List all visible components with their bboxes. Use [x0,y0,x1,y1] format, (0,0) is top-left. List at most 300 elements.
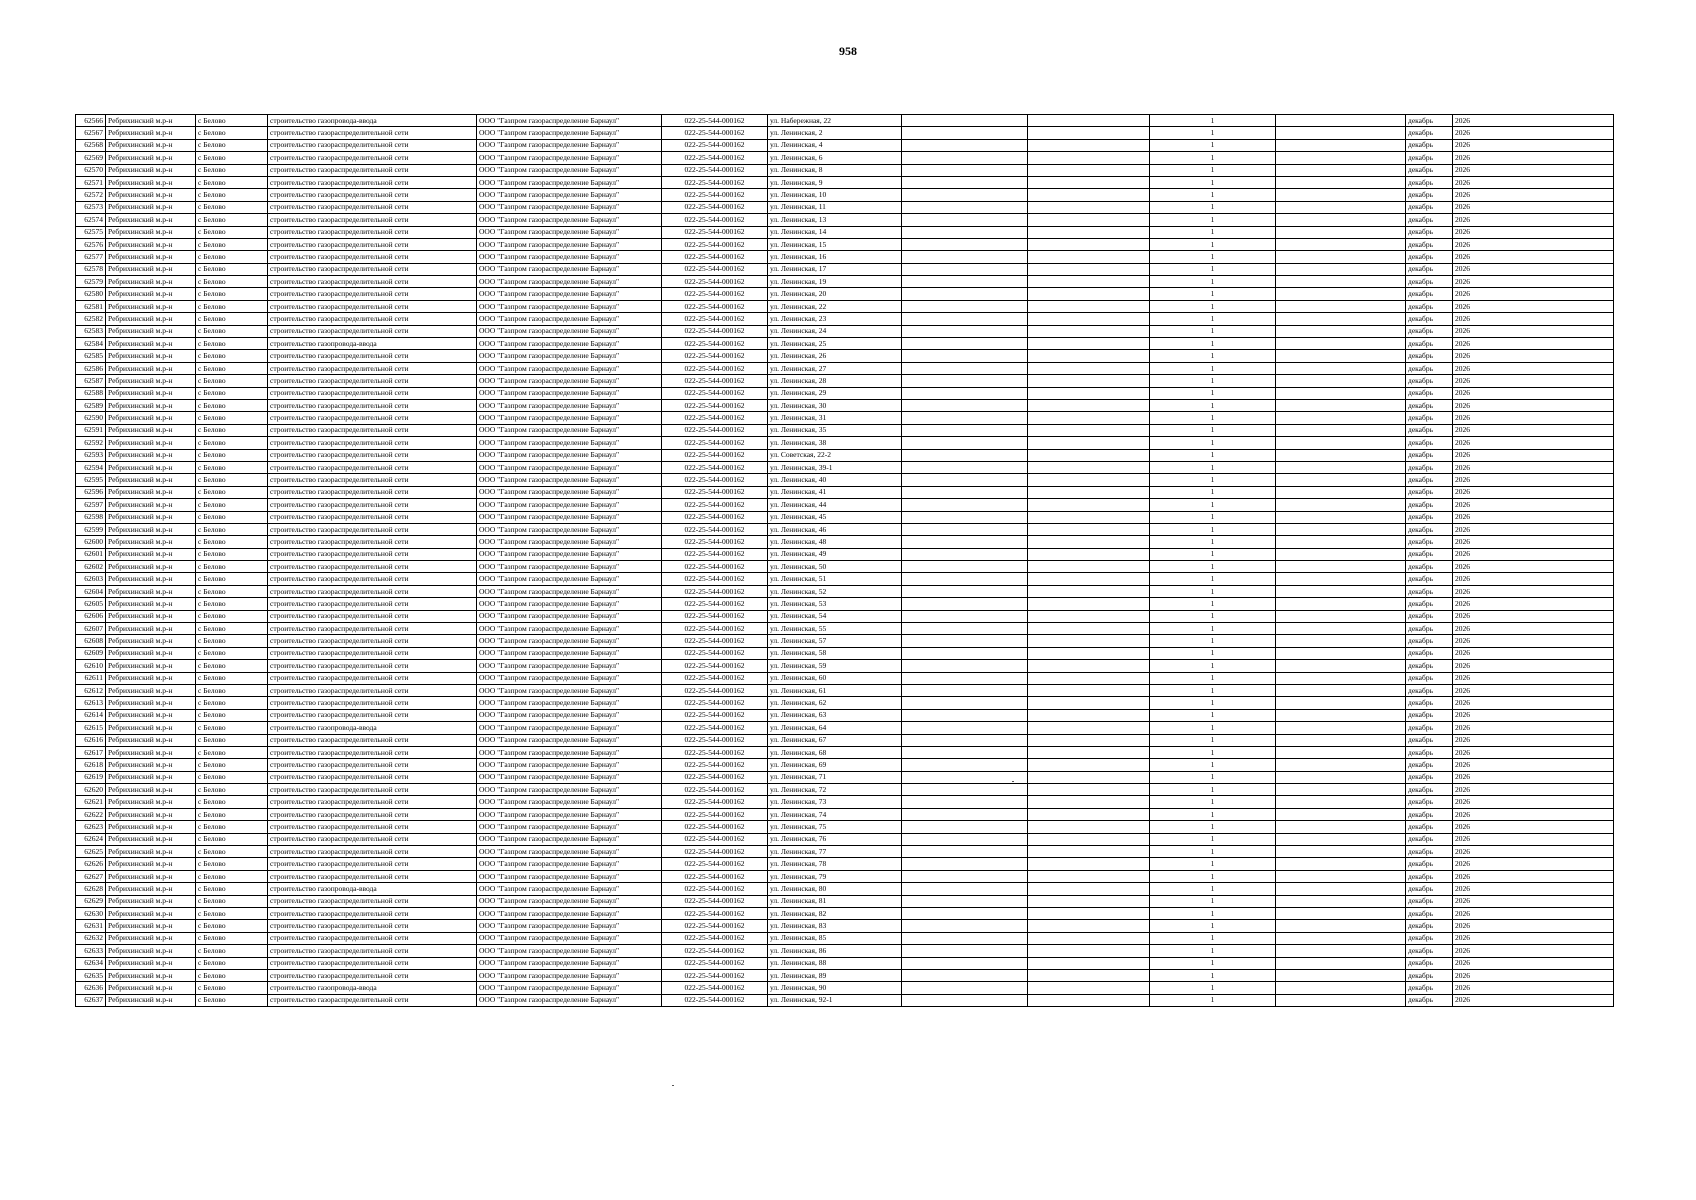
quantity-cell: 1 [1150,350,1276,362]
empty-cell [902,300,1028,312]
month-cell: декабрь [1406,945,1453,957]
table-row [76,238,1614,250]
document-number-cell: 022-25-544-000162 [662,115,768,127]
quantity-cell: 1 [1150,523,1276,535]
table-row [76,412,1614,424]
quantity-cell: 1 [1150,771,1276,783]
empty-cell [902,201,1028,213]
month-cell: декабрь [1406,548,1453,560]
empty-cell [1028,214,1150,226]
row-number: 62623 [76,821,106,833]
quantity-cell: 1 [1150,870,1276,882]
address-cell: ул. Ленинская, 89 [768,969,902,981]
work-type-cell: строительство газораспределительной сети [268,412,477,424]
row-number: 62567 [76,127,106,139]
empty-cell [1028,697,1150,709]
organization-cell: ООО "Газпром газораспределение Барнаул" [477,796,662,808]
table-row [76,226,1614,238]
address-cell: ул. Советская, 22-2 [768,449,902,461]
quantity-cell: 1 [1150,238,1276,250]
address-cell: ул. Ленинская, 54 [768,610,902,622]
month-cell: декабрь [1406,858,1453,870]
district-cell: Ребрихинский м.р-н [106,300,196,312]
year-cell: 2026 [1453,833,1614,845]
table-row [76,263,1614,275]
empty-cell [902,399,1028,411]
quantity-cell: 1 [1150,833,1276,845]
address-cell: ул. Ленинская, 35 [768,424,902,436]
address-cell: ул. Ленинская, 28 [768,375,902,387]
address-cell: ул. Ленинская, 92-1 [768,994,902,1006]
address-cell: ул. Ленинская, 46 [768,523,902,535]
document-number-cell: 022-25-544-000162 [662,697,768,709]
organization-cell: ООО "Газпром газораспределение Барнаул" [477,585,662,597]
organization-cell: ООО "Газпром газораспределение Барнаул" [477,325,662,337]
year-cell: 2026 [1453,647,1614,659]
year-cell: 2026 [1453,821,1614,833]
month-cell: декабрь [1406,796,1453,808]
district-cell: Ребрихинский м.р-н [106,598,196,610]
settlement-cell: с Белово [196,238,268,250]
month-cell: декабрь [1406,251,1453,263]
month-cell: декабрь [1406,846,1453,858]
table-row [76,647,1614,659]
address-cell: ул. Ленинская, 44 [768,499,902,511]
document-number-cell: 022-25-544-000162 [662,375,768,387]
table-row [76,474,1614,486]
table-row [76,399,1614,411]
organization-cell: ООО "Газпром газораспределение Барнаул" [477,771,662,783]
quantity-cell: 1 [1150,449,1276,461]
address-cell: ул. Ленинская, 31 [768,412,902,424]
empty-cell [1028,523,1150,535]
document-number-cell: 022-25-544-000162 [662,511,768,523]
district-cell: Ребрихинский м.р-н [106,412,196,424]
document-number-cell: 022-25-544-000162 [662,883,768,895]
quantity-cell: 1 [1150,932,1276,944]
work-type-cell: строительство газораспределительной сети [268,201,477,213]
empty-cell [1028,722,1150,734]
quantity-cell: 1 [1150,127,1276,139]
empty-cell [902,647,1028,659]
empty-cell [1276,548,1406,560]
organization-cell: ООО "Газпром газораспределение Барнаул" [477,362,662,374]
quantity-cell: 1 [1150,846,1276,858]
settlement-cell: с Белово [196,201,268,213]
table-row [76,561,1614,573]
empty-cell [1028,251,1150,263]
document-number-cell: 022-25-544-000162 [662,548,768,560]
table-row [76,709,1614,721]
address-cell: ул. Ленинская, 23 [768,313,902,325]
row-number: 62577 [76,251,106,263]
month-cell: декабрь [1406,585,1453,597]
quantity-cell: 1 [1150,684,1276,696]
settlement-cell: с Белово [196,152,268,164]
document-number-cell: 022-25-544-000162 [662,300,768,312]
address-cell: ул. Ленинская, 41 [768,486,902,498]
empty-cell [1028,362,1150,374]
row-number: 62618 [76,759,106,771]
table-row [76,808,1614,820]
work-type-cell: строительство газораспределительной сети [268,870,477,882]
year-cell: 2026 [1453,982,1614,994]
district-cell: Ребрихинский м.р-н [106,759,196,771]
empty-cell [1276,313,1406,325]
organization-cell: ООО "Газпром газораспределение Барнаул" [477,610,662,622]
document-number-cell: 022-25-544-000162 [662,486,768,498]
empty-cell [902,598,1028,610]
empty-cell [1028,920,1150,932]
empty-cell [1028,276,1150,288]
empty-cell [1276,635,1406,647]
work-type-cell: строительство газораспределительной сети [268,362,477,374]
organization-cell: ООО "Газпром газораспределение Барнаул" [477,561,662,573]
empty-cell [902,697,1028,709]
work-type-cell: строительство газораспределительной сети [268,672,477,684]
empty-cell [1028,226,1150,238]
district-cell: Ребрихинский м.р-н [106,771,196,783]
empty-cell [1276,672,1406,684]
month-cell: декабрь [1406,412,1453,424]
work-type-cell: строительство газораспределительной сети [268,263,477,275]
document-number-cell: 022-25-544-000162 [662,808,768,820]
table-row [76,338,1614,350]
year-cell: 2026 [1453,908,1614,920]
month-cell: декабрь [1406,697,1453,709]
month-cell: декабрь [1406,499,1453,511]
empty-cell [1276,759,1406,771]
document-number-cell: 022-25-544-000162 [662,449,768,461]
empty-cell [902,932,1028,944]
address-cell: ул. Ленинская, 2 [768,127,902,139]
settlement-cell: с Белово [196,969,268,981]
empty-cell [1276,821,1406,833]
table-row [76,449,1614,461]
district-cell: Ребрихинский м.р-н [106,858,196,870]
empty-cell [1276,808,1406,820]
organization-cell: ООО "Газпром газораспределение Барнаул" [477,523,662,535]
quantity-cell: 1 [1150,325,1276,337]
empty-cell [1276,164,1406,176]
row-number: 62594 [76,461,106,473]
table-row [76,313,1614,325]
empty-cell [1276,152,1406,164]
district-cell: Ребрихинский м.р-н [106,833,196,845]
work-type-cell: строительство газопровода-ввода [268,982,477,994]
document-number-cell: 022-25-544-000162 [662,684,768,696]
month-cell: декабрь [1406,474,1453,486]
empty-cell [1276,238,1406,250]
table-row [76,536,1614,548]
empty-cell [1028,932,1150,944]
year-cell: 2026 [1453,697,1614,709]
empty-cell [1276,771,1406,783]
year-cell: 2026 [1453,969,1614,981]
work-type-cell: строительство газораспределительной сети [268,945,477,957]
empty-cell [1028,474,1150,486]
table-row [76,276,1614,288]
address-cell: ул. Ленинская, 14 [768,226,902,238]
work-type-cell: строительство газораспределительной сети [268,375,477,387]
quantity-cell: 1 [1150,561,1276,573]
address-cell: ул. Ленинская, 22 [768,300,902,312]
empty-cell [902,362,1028,374]
row-number: 62621 [76,796,106,808]
work-type-cell: строительство газораспределительной сети [268,474,477,486]
empty-cell [902,870,1028,882]
district-cell: Ребрихинский м.р-н [106,424,196,436]
district-cell: Ребрихинский м.р-н [106,883,196,895]
document-number-cell: 022-25-544-000162 [662,672,768,684]
month-cell: декабрь [1406,263,1453,275]
empty-cell [1276,449,1406,461]
document-number-cell: 022-25-544-000162 [662,201,768,213]
settlement-cell: с Белово [196,536,268,548]
district-cell: Ребрихинский м.р-н [106,387,196,399]
district-cell: Ребрихинский м.р-н [106,325,196,337]
address-cell: ул. Ленинская, 11 [768,201,902,213]
empty-cell [1276,561,1406,573]
organization-cell: ООО "Газпром газораспределение Барнаул" [477,350,662,362]
address-cell: ул. Ленинская, 72 [768,784,902,796]
empty-cell [1276,288,1406,300]
document-number-cell: 022-25-544-000162 [662,796,768,808]
table-row [76,139,1614,151]
empty-cell [902,189,1028,201]
empty-cell [1028,573,1150,585]
quantity-cell: 1 [1150,969,1276,981]
address-cell: ул. Ленинская, 25 [768,338,902,350]
document-number-cell: 022-25-544-000162 [662,846,768,858]
quantity-cell: 1 [1150,288,1276,300]
settlement-cell: с Белово [196,362,268,374]
empty-cell [1276,139,1406,151]
month-cell: декабрь [1406,214,1453,226]
empty-cell [1028,635,1150,647]
district-cell: Ребрихинский м.р-н [106,796,196,808]
settlement-cell: с Белово [196,585,268,597]
table-row [76,672,1614,684]
settlement-cell: с Белово [196,313,268,325]
organization-cell: ООО "Газпром газораспределение Барнаул" [477,759,662,771]
table-row [76,189,1614,201]
year-cell: 2026 [1453,536,1614,548]
empty-cell [1276,945,1406,957]
document-number-cell: 022-25-544-000162 [662,313,768,325]
organization-cell: ООО "Газпром газораспределение Барнаул" [477,870,662,882]
row-number: 62627 [76,870,106,882]
month-cell: декабрь [1406,375,1453,387]
work-type-cell: строительство газораспределительной сети [268,387,477,399]
address-cell: ул. Ленинская, 86 [768,945,902,957]
empty-cell [1028,449,1150,461]
district-cell: Ребрихинский м.р-н [106,920,196,932]
work-type-cell: строительство газораспределительной сети [268,437,477,449]
document-number-cell: 022-25-544-000162 [662,461,768,473]
year-cell: 2026 [1453,214,1614,226]
address-cell: ул. Ленинская, 6 [768,152,902,164]
table-row [76,697,1614,709]
month-cell: декабрь [1406,821,1453,833]
year-cell: 2026 [1453,338,1614,350]
address-cell: ул. Ленинская, 29 [768,387,902,399]
month-cell: декабрь [1406,486,1453,498]
organization-cell: ООО "Газпром газораспределение Барнаул" [477,176,662,188]
table-row [76,660,1614,672]
document-number-cell: 022-25-544-000162 [662,908,768,920]
organization-cell: ООО "Газпром газораспределение Барнаул" [477,412,662,424]
document-number-cell: 022-25-544-000162 [662,164,768,176]
district-cell: Ребрихинский м.р-н [106,189,196,201]
work-type-cell: строительство газораспределительной сети [268,127,477,139]
empty-cell [1276,684,1406,696]
row-number: 62613 [76,697,106,709]
row-number: 62605 [76,598,106,610]
settlement-cell: с Белово [196,957,268,969]
empty-cell [1276,226,1406,238]
month-cell: декабрь [1406,957,1453,969]
row-number: 62630 [76,908,106,920]
district-cell: Ребрихинский м.р-н [106,338,196,350]
year-cell: 2026 [1453,276,1614,288]
empty-cell [1028,672,1150,684]
settlement-cell: с Белово [196,164,268,176]
district-cell: Ребрихинский м.р-н [106,982,196,994]
empty-cell [902,920,1028,932]
district-cell: Ребрихинский м.р-н [106,486,196,498]
district-cell: Ребрихинский м.р-н [106,176,196,188]
organization-cell: ООО "Газпром газораспределение Барнаул" [477,486,662,498]
district-cell: Ребрихинский м.р-н [106,511,196,523]
quantity-cell: 1 [1150,387,1276,399]
quantity-cell: 1 [1150,313,1276,325]
row-number: 62628 [76,883,106,895]
settlement-cell: с Белово [196,610,268,622]
settlement-cell: с Белово [196,759,268,771]
empty-cell [1276,697,1406,709]
empty-cell [1028,164,1150,176]
document-number-cell: 022-25-544-000162 [662,127,768,139]
year-cell: 2026 [1453,635,1614,647]
work-type-cell: строительство газораспределительной сети [268,313,477,325]
month-cell: декабрь [1406,288,1453,300]
district-cell: Ребрихинский м.р-н [106,672,196,684]
row-number: 62631 [76,920,106,932]
year-cell: 2026 [1453,238,1614,250]
empty-cell [902,499,1028,511]
district-cell: Ребрихинский м.р-н [106,152,196,164]
document-number-cell: 022-25-544-000162 [662,858,768,870]
work-type-cell: строительство газораспределительной сети [268,214,477,226]
month-cell: декабрь [1406,784,1453,796]
empty-cell [902,548,1028,560]
settlement-cell: с Белово [196,709,268,721]
quantity-cell: 1 [1150,115,1276,127]
organization-cell: ООО "Газпром газораспределение Барнаул" [477,920,662,932]
organization-cell: ООО "Газпром газораспределение Барнаул" [477,424,662,436]
quantity-cell: 1 [1150,821,1276,833]
empty-cell [902,969,1028,981]
work-type-cell: строительство газораспределительной сети [268,932,477,944]
settlement-cell: с Белово [196,251,268,263]
work-type-cell: строительство газораспределительной сети [268,251,477,263]
table-row [76,573,1614,585]
work-type-cell: строительство газораспределительной сети [268,796,477,808]
settlement-cell: с Белово [196,486,268,498]
document-number-cell: 022-25-544-000162 [662,969,768,981]
document-number-cell: 022-25-544-000162 [662,437,768,449]
empty-cell [902,771,1028,783]
district-cell: Ребрихинский м.р-н [106,127,196,139]
settlement-cell: с Белово [196,771,268,783]
empty-cell [1276,585,1406,597]
settlement-cell: с Белово [196,115,268,127]
address-cell: ул. Ленинская, 55 [768,623,902,635]
organization-cell: ООО "Газпром газораспределение Барнаул" [477,932,662,944]
table-row [76,499,1614,511]
work-type-cell: строительство газораспределительной сети [268,350,477,362]
quantity-cell: 1 [1150,474,1276,486]
empty-cell [902,523,1028,535]
address-cell: ул. Ленинская, 62 [768,697,902,709]
address-cell: ул. Ленинская, 16 [768,251,902,263]
row-number: 62598 [76,511,106,523]
address-cell: ул. Ленинская, 17 [768,263,902,275]
work-type-cell: строительство газораспределительной сети [268,189,477,201]
quantity-cell: 1 [1150,536,1276,548]
year-cell: 2026 [1453,672,1614,684]
quantity-cell: 1 [1150,808,1276,820]
address-cell: ул. Ленинская, 40 [768,474,902,486]
quantity-cell: 1 [1150,945,1276,957]
month-cell: декабрь [1406,152,1453,164]
document-number-cell: 022-25-544-000162 [662,771,768,783]
empty-cell [1028,437,1150,449]
empty-cell [1276,474,1406,486]
document-number-cell: 022-25-544-000162 [662,399,768,411]
district-cell: Ребрихинский м.р-н [106,164,196,176]
month-cell: декабрь [1406,300,1453,312]
work-type-cell: строительство газораспределительной сети [268,548,477,560]
month-cell: декабрь [1406,647,1453,659]
organization-cell: ООО "Газпром газораспределение Барнаул" [477,709,662,721]
district-cell: Ребрихинский м.р-н [106,932,196,944]
empty-cell [1028,660,1150,672]
table-row [76,623,1614,635]
empty-cell [1028,536,1150,548]
empty-cell [1276,858,1406,870]
month-cell: декабрь [1406,610,1453,622]
quantity-cell: 1 [1150,375,1276,387]
empty-cell [902,536,1028,548]
organization-cell: ООО "Газпром газораспределение Барнаул" [477,276,662,288]
document-number-cell: 022-25-544-000162 [662,214,768,226]
empty-cell [902,883,1028,895]
address-cell: ул. Ленинская, 77 [768,846,902,858]
empty-cell [1028,734,1150,746]
organization-cell: ООО "Газпром газораспределение Барнаул" [477,982,662,994]
empty-cell [1276,300,1406,312]
year-cell: 2026 [1453,387,1614,399]
document-number-cell: 022-25-544-000162 [662,226,768,238]
empty-cell [902,585,1028,597]
month-cell: декабрь [1406,139,1453,151]
empty-cell [902,561,1028,573]
register-body [76,115,1614,1007]
empty-cell [902,350,1028,362]
organization-cell: ООО "Газпром газораспределение Барнаул" [477,238,662,250]
